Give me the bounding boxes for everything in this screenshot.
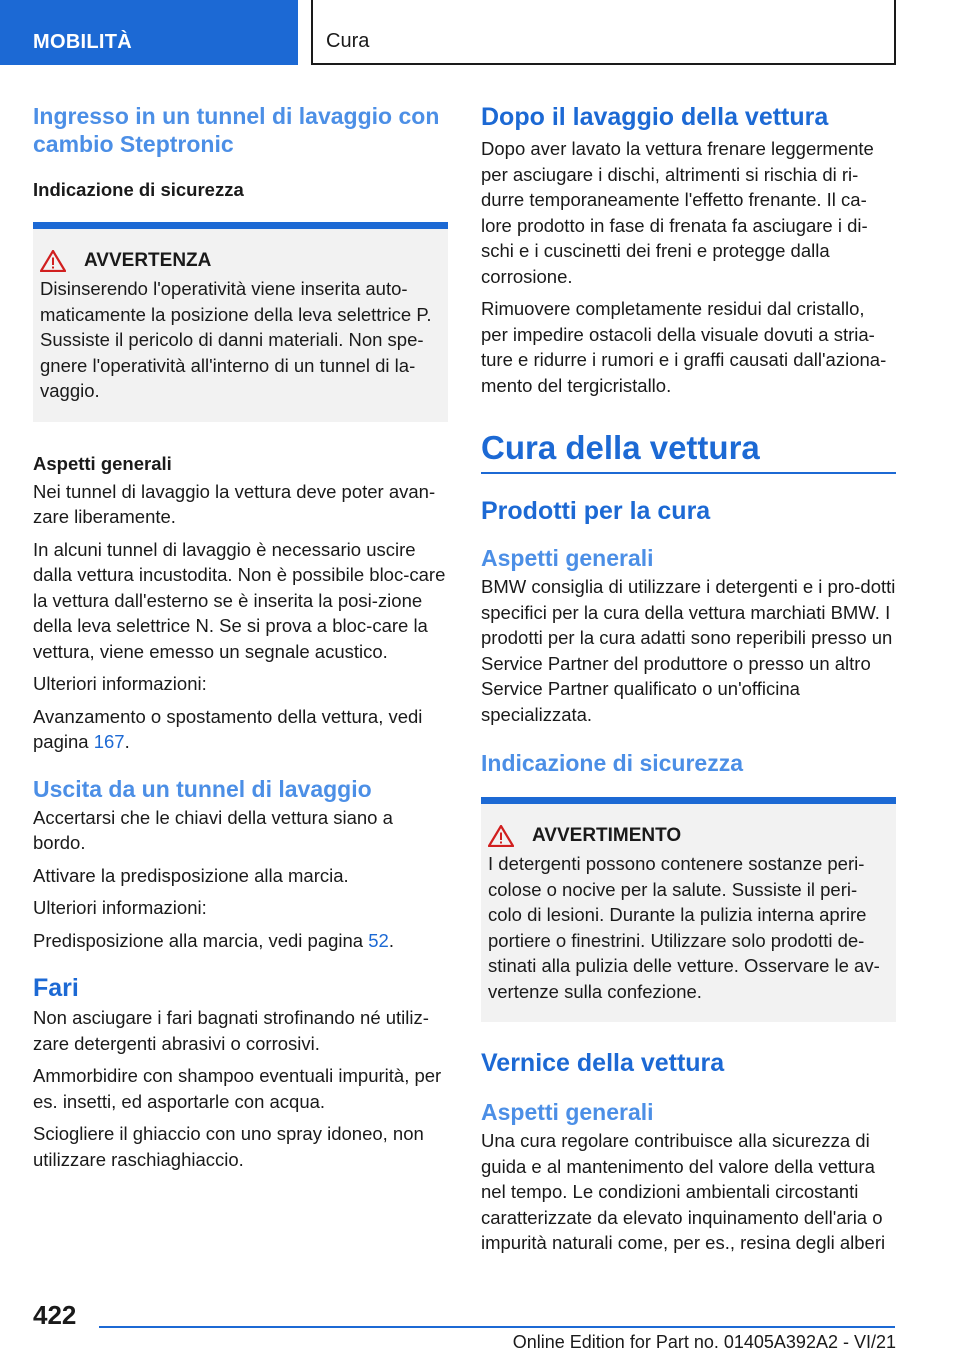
left-column <box>33 102 448 1172</box>
paragraph: Ulteriori informazioni: <box>33 673 207 694</box>
page-link-52[interactable]: 52 <box>368 929 389 951</box>
heading-tunnel-exit: Uscita da un tunnel di lavaggio <box>33 775 372 802</box>
heading-headlights: Fari <box>33 974 79 1002</box>
paragraph: Non asciugare i fari bagnati strofinando né utiliz-zare detergenti abrasivi o corrosivi. <box>33 1007 429 1054</box>
heading-after-wash: Dopo il lavaggio della vettura <box>481 103 829 131</box>
warning-triangle-icon <box>40 249 84 273</box>
reference-text: Predisposizione alla marcia, vedi pagina <box>33 929 364 951</box>
heading-safety-note: Indicazione di sicurezza <box>33 179 244 200</box>
heading-tunnel-entry: Ingresso in un tunnel di lavaggio con cambio Steptronic <box>33 103 440 157</box>
warning-triangle-icon <box>488 824 532 848</box>
footer-divider <box>99 1326 895 1328</box>
heading-general: Aspetti generali <box>33 452 172 474</box>
paragraph: Attivare la predisposizione alla marcia. <box>33 864 349 886</box>
right-column <box>481 102 896 1256</box>
warning-text: Disinserendo l'operatività viene inserita auto-maticamente la posizione della leva selettrice P. Sussiste il pericolo di danni materiali. Non spe-gnere l'operatività all'interno di un tunnel di la-vaggio. <box>40 278 432 401</box>
heading-safety-note: Indicazione di sicurezza <box>481 750 744 776</box>
heading-general: Aspetti generali <box>481 1099 654 1125</box>
warning-title: AVVERTENZA <box>84 250 212 271</box>
paragraph: BMW consiglia di utilizzare i detergenti e i pro-dotti specifici per la cura della vettura marchiati BMW. I prodotti per la cura adatti sono reperibili presso un Service Partner del produttore o presso un altro Service Partner qualificato o un'officina specializzata. <box>481 576 896 725</box>
chapter-title: Cura <box>311 0 896 65</box>
warning-box <box>481 797 896 1022</box>
paragraph: Avanzamento o spostamento della vettura, vedi pagina 167. <box>33 705 423 752</box>
footer-edition: Online Edition for Part no. 01405A392A2 - VI/21 <box>512 1332 896 1352</box>
paragraph: Ammorbidire con shampoo eventuali impurità, per es. insetti, ed asportarle con acqua. <box>33 1065 442 1112</box>
paragraph: Ulteriori informazioni: <box>33 897 207 918</box>
heading-vehicle-care: Cura della vettura <box>481 428 896 474</box>
paragraph: Predisposizione alla marcia, vedi pagina 52. <box>33 929 394 951</box>
heading-general: Aspetti generali <box>481 545 654 571</box>
paragraph: Una cura regolare contribuisce alla sicurezza di guida e al mantenimento del valore della vettura nel tempo. Le condizioni ambientali circostanti caratterizzate da elevato inquinamento dell'aria o impurità naturali come, per es., resina degli alberi <box>481 1130 886 1253</box>
heading-care-products: Prodotti per la cura <box>481 497 711 525</box>
paragraph: Sciogliere il ghiaccio con uno spray idoneo, non utilizzare raschiaghiaccio. <box>33 1123 424 1170</box>
paragraph: Nei tunnel di lavaggio la vettura deve poter avan-zare liberamente. <box>33 480 436 527</box>
page-number: 422 <box>33 1300 77 1330</box>
heading-paint: Vernice della vettura <box>481 1049 725 1077</box>
warning-title: AVVERTIMENTO <box>532 825 682 846</box>
page-link-167[interactable]: 167 <box>93 731 125 752</box>
warning-text: I detergenti possono contenere sostanze peri-colose o nocive per la salute. Sussiste il peri-colo di lesioni. Durante la pulizia interna aprire portiere o finestrini. Utilizzare solo prodotti de-stinati alla pulizia delle vetture. Osservare le av-vertenze sulla confezione. <box>488 853 880 1002</box>
warning-header <box>488 824 889 848</box>
section-tab: MOBILITÀ <box>0 0 298 65</box>
paragraph: Rimuovere completamente residui dal cristallo, per impedire ostacoli della visuale dovuti a stria-ture e ridurre i rumori e i graffi causati dall'aziona-mento del tergicristallo. <box>481 298 887 396</box>
warning-box <box>33 222 448 422</box>
paragraph: Dopo aver lavato la vettura frenare leggermente per asciugare i dischi, altrimenti si rischia di ri-durre temporaneamente l'effetto frenante. Il ca-lore prodotto in fase di frenata fa asciugare i di-schi e i cuscinetti dei freni e protegge dalla corrosione. <box>481 138 874 287</box>
reference-text: Avanzamento o spostamento della vettura, vedi pagina <box>33 705 423 752</box>
warning-header <box>40 249 441 273</box>
paragraph: In alcuni tunnel di lavaggio è necessario uscire dalla vettura incustodita. Non è possibile bloc-care la vettura dall'esterno se è inserita la posi-zione della leva selettrice N. Se si prova a bloc-care la vettura, viene emesso un segnale acustico. <box>33 538 446 662</box>
paragraph: Accertarsi che le chiavi della vettura siano a bordo. <box>33 806 393 853</box>
